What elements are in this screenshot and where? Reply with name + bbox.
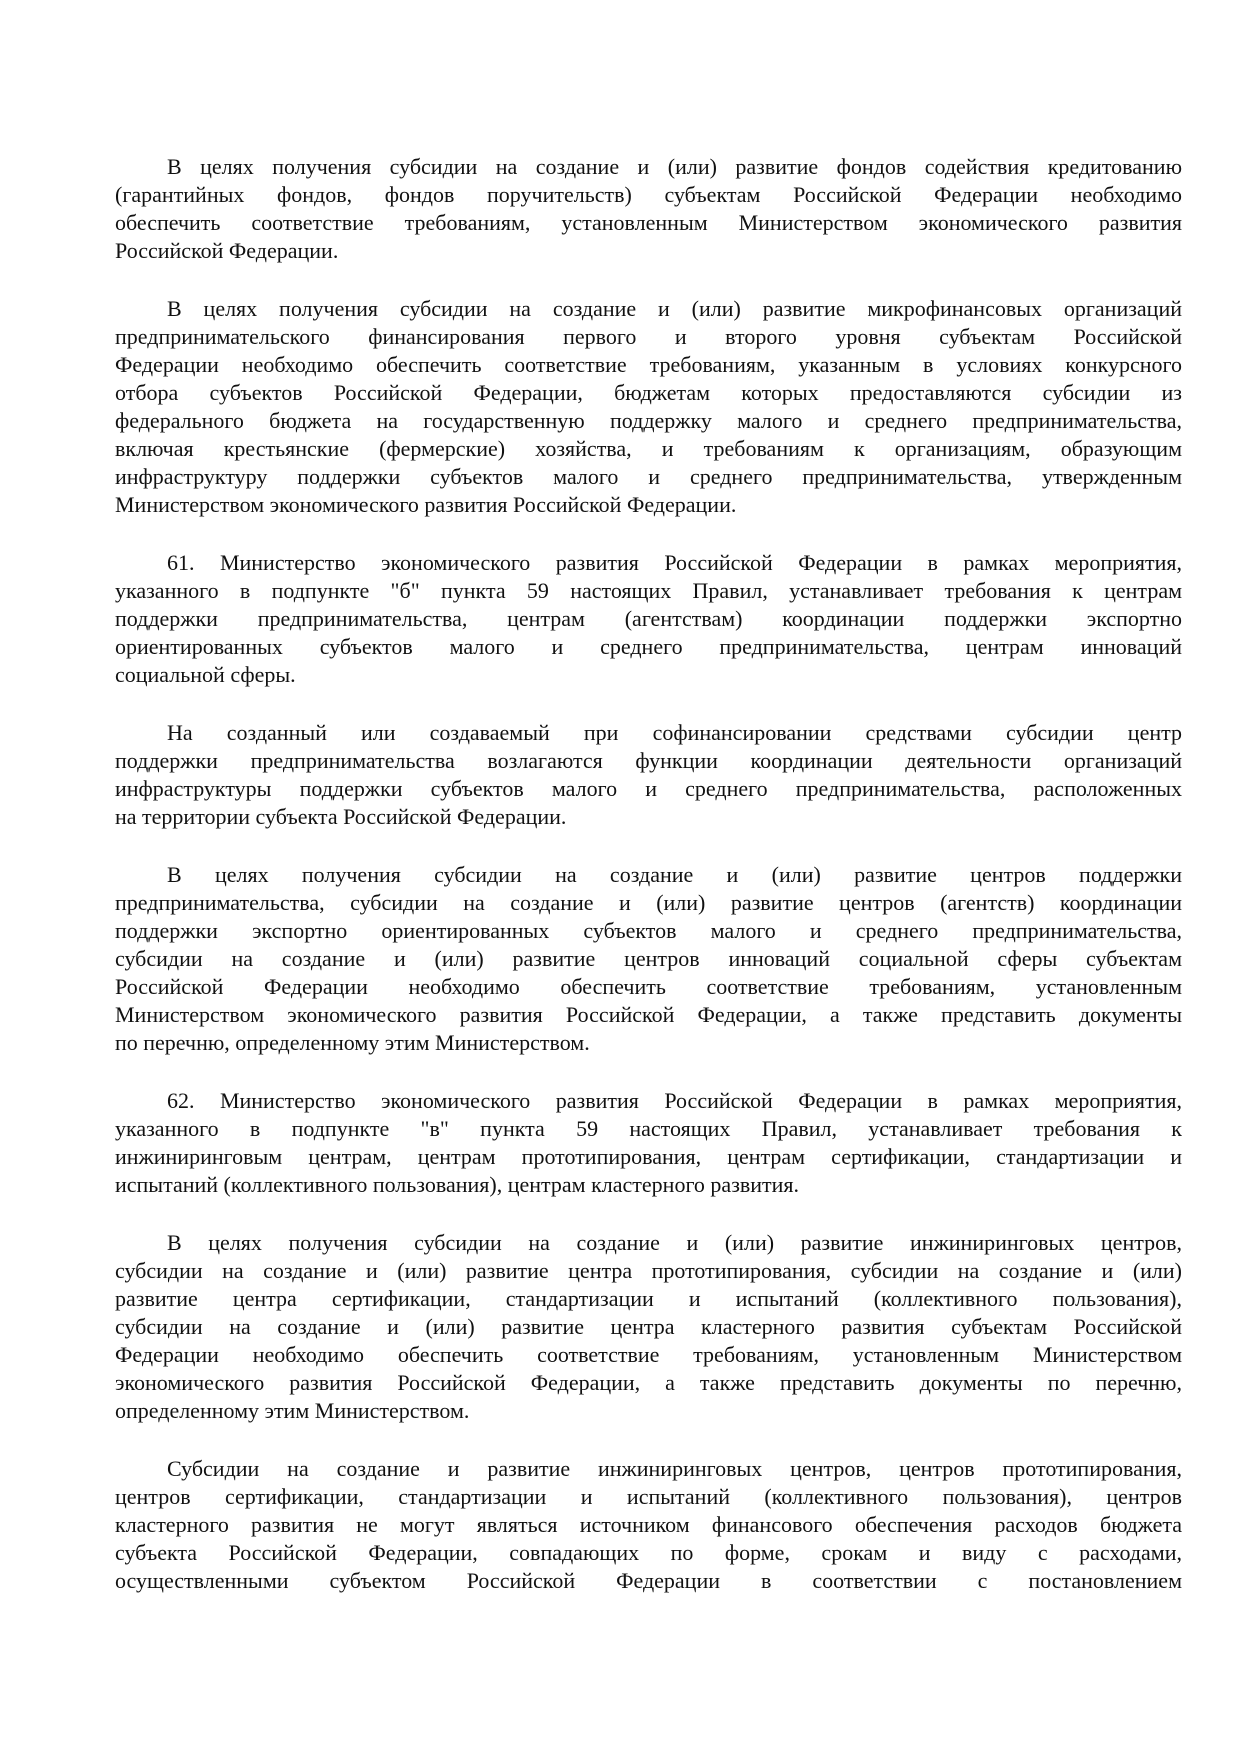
paragraph	[115, 1455, 1182, 1595]
text-line: субсидии на создание и (или) развитие центров инноваций социальной сферы субъектам	[115, 946, 1182, 971]
paragraph	[115, 153, 1182, 265]
text-line: указанного в подпункте "б" пункта 59 настоящих Правил, устанавливает требования к центрам	[115, 578, 1182, 603]
text-line: поддержки экспортно ориентированных субъектов малого и среднего предпринимательства,	[115, 918, 1182, 943]
paragraph	[115, 1229, 1182, 1425]
text-line: социальной сферы.	[115, 662, 296, 687]
text-line: центров сертификации, стандартизации и испытаний (коллективного пользования), центров	[115, 1484, 1182, 1509]
document-page	[115, 153, 1182, 1625]
text-line: На созданный или создаваемый при софинансировании средствами субсидии центр	[167, 720, 1182, 745]
text-line: инфраструктуры поддержки субъектов малого и среднего предпринимательства, расположенных	[115, 776, 1182, 801]
text-line: Федерации необходимо обеспечить соответствие требованиям, указанным в условиях конкурсного	[115, 352, 1182, 377]
text-line: на территории субъекта Российской Федерации.	[115, 804, 567, 829]
text-line: В целях получения субсидии на создание и (или) развитие центров поддержки	[167, 862, 1182, 887]
text-line: обеспечить соответствие требованиям, установленным Министерством экономического развития	[115, 210, 1182, 235]
text-line: (гарантийных фондов, фондов поручительств) субъектам Российской Федерации необходимо	[115, 182, 1182, 207]
text-line: осуществленными субъектом Российской Федерации в соответствии с постановлением	[115, 1568, 1182, 1593]
text-line: В целях получения субсидии на создание и (или) развитие фондов содействия кредитованию	[167, 154, 1182, 179]
text-line: Российской Федерации необходимо обеспечить соответствие требованиям, установленным	[115, 974, 1182, 999]
text-line: субсидии на создание и (или) развитие центра кластерного развития субъектам Российской	[115, 1314, 1182, 1339]
text-line: по перечню, определенному этим Министерством.	[115, 1030, 590, 1055]
text-line: испытаний (коллективного пользования), центрам кластерного развития.	[115, 1172, 800, 1197]
text-line: поддержки предпринимательства, центрам (агентствам) координации поддержки экспортно	[115, 606, 1182, 631]
text-line: развитие центра сертификации, стандартизации и испытаний (коллективного пользования),	[115, 1286, 1182, 1311]
text-line: В целях получения субсидии на создание и (или) развитие инжиниринговых центров,	[167, 1230, 1182, 1255]
text-line: инжиниринговым центрам, центрам прототипирования, центрам сертификации, стандартизации и	[115, 1144, 1182, 1169]
text-line: отбора субъектов Российской Федерации, бюджетам которых предоставляются субсидии из	[115, 380, 1182, 405]
text-line: 61. Министерство экономического развития Российской Федерации в рамках мероприятия,	[167, 550, 1182, 575]
text-line: предпринимательского финансирования первого и второго уровня субъектам Российской	[115, 324, 1182, 349]
text-line: указанного в подпункте "в" пункта 59 настоящих Правил, устанавливает требования к	[115, 1116, 1182, 1141]
text-line: предпринимательства, субсидии на создание и (или) развитие центров (агентств) координации	[115, 890, 1182, 915]
text-line: определенному этим Министерством.	[115, 1398, 470, 1423]
text-line: кластерного развития не могут являться источником финансового обеспечения расходов бюджета	[115, 1512, 1182, 1537]
paragraph	[115, 549, 1182, 689]
text-line: Министерством экономического развития Российской Федерации.	[115, 492, 737, 517]
text-line: федерального бюджета на государственную поддержку малого и среднего предпринимательства,	[115, 408, 1182, 433]
paragraph	[115, 861, 1182, 1057]
text-line: инфраструктуру поддержки субъектов малого и среднего предпринимательства, утвержденным	[115, 464, 1182, 489]
text-line: субсидии на создание и (или) развитие центра прототипирования, субсидии на создание и (или)	[115, 1258, 1182, 1283]
text-line: включая крестьянские (фермерские) хозяйства, и требованиям к организациям, образующим	[115, 436, 1182, 461]
text-line: ориентированных субъектов малого и среднего предпринимательства, центрам инноваций	[115, 634, 1182, 659]
text-line: В целях получения субсидии на создание и (или) развитие микрофинансовых организаций	[167, 296, 1182, 321]
text-line: Субсидии на создание и развитие инжиниринговых центров, центров прототипирования,	[167, 1456, 1182, 1481]
paragraph	[115, 1087, 1182, 1199]
text-line: поддержки предпринимательства возлагаются функции координации деятельности организаций	[115, 748, 1182, 773]
text-line: субъекта Российской Федерации, совпадающих по форме, срокам и виду с расходами,	[115, 1540, 1182, 1565]
text-line: Министерством экономического развития Российской Федерации, а также представить документы	[115, 1002, 1182, 1027]
text-line: Российской Федерации.	[115, 238, 339, 263]
paragraph	[115, 719, 1182, 831]
text-line: 62. Министерство экономического развития Российской Федерации в рамках мероприятия,	[167, 1088, 1182, 1113]
text-line: Федерации необходимо обеспечить соответствие требованиям, установленным Министерством	[115, 1342, 1182, 1367]
text-line: экономического развития Российской Федерации, а также представить документы по перечню,	[115, 1370, 1182, 1395]
paragraph	[115, 295, 1182, 519]
